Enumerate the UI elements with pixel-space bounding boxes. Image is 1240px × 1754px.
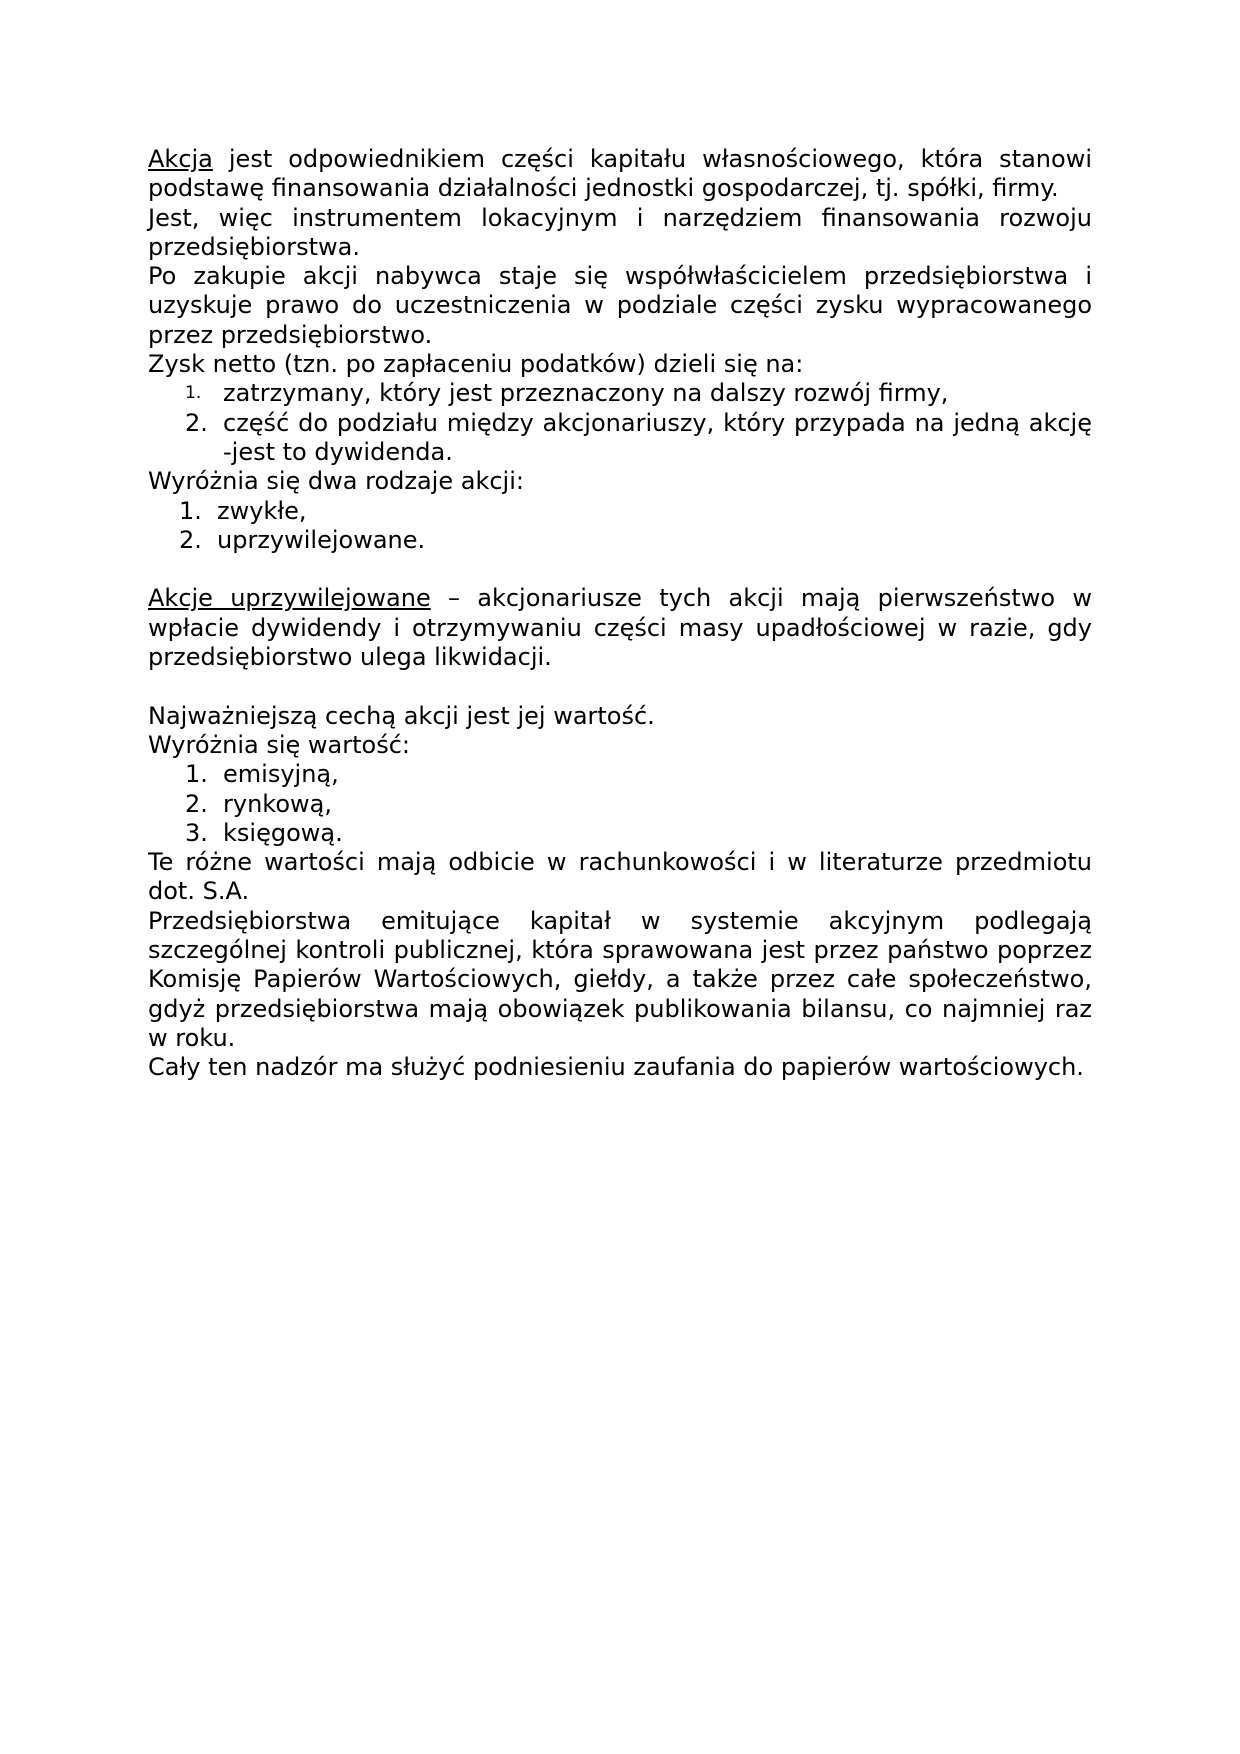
paragraph-text: – akcjonariusze tych akcji mają pierwszeństwo w wpłacie dywidendy i otrzymywaniu części masy upadłościowej w razie, gdy przedsiębiorstwo ulega likwidacji.	[148, 584, 1092, 672]
blank-line	[148, 672, 1092, 701]
list-item	[148, 760, 1092, 789]
paragraph-value: Najważniejszą cechą akcji jest jej wartość.	[148, 701, 655, 730]
list-text: uprzywilejowane.	[217, 525, 426, 554]
paragraph-text: jest odpowiednikiem części kapitału własnościowego, która stanowi podstawę finansowania działalności jednostki gospodarczej, tj. spółki, firmy.	[148, 145, 1092, 203]
list-number: 1.	[185, 383, 202, 404]
paragraph-public-control: Przedsiębiorstwa emitujące kapitał w systemie akcyjnym podlegają szczególnej kontroli publicznej, która sprawowana jest przez państwo poprzez Komisję Papierów Wartościowych, giełdy, a także przez całe społeczeństwo, gdyż przedsiębiorstwa mają obowiązek publikowania bilansu, co najmniej raz w roku.	[148, 906, 1092, 1052]
list-number: 1.	[185, 760, 208, 789]
paragraph-supervision: Cały ten nadzór ma służyć podniesieniu zaufania do papierów wartościowych.	[148, 1053, 1084, 1082]
list-number: 2.	[185, 408, 208, 437]
list-item	[148, 379, 1092, 408]
share-types-list	[148, 497, 1092, 556]
paragraph-accounting: Te różne wartości mają odbicie w rachunkowości i w literaturze przedmiotu dot. S.A.	[148, 848, 1092, 906]
list-item	[148, 819, 1092, 848]
list-item	[148, 497, 1092, 526]
list-text: księgową.	[223, 818, 343, 847]
paragraph-value-types: Wyróżnia się wartość:	[148, 730, 410, 759]
list-item	[148, 409, 1092, 468]
paragraph-net-profit: Zysk netto (tzn. po zapłaceniu podatków) dzieli się na:	[148, 350, 804, 379]
paragraph-instrument: Jest, więc instrumentem lokacyjnym i narzędziem finansowania rozwoju przedsiębiorstwa.	[148, 203, 1092, 261]
list-text: zwykłe,	[217, 496, 307, 525]
paragraph-akcja-definition	[148, 145, 1092, 204]
list-number: 3.	[185, 818, 208, 847]
value-types-list	[148, 760, 1092, 848]
list-number: 1.	[179, 496, 202, 525]
list-text: część do podziału między akcjonariuszy, który przypada na jedną akcję -jest to dywidenda.	[223, 408, 1092, 466]
document-body	[148, 145, 1092, 1083]
list-text: emisyjną,	[223, 760, 339, 789]
paragraph-purchase: Po zakupie akcji nabywca staje się współwłaścicielem przedsiębiorstwa i uzyskuje prawo do uczestniczenia w podziale części zysku wypracowanego przez przedsiębiorstwo.	[148, 262, 1092, 349]
list-number: 2.	[185, 789, 208, 818]
list-item	[148, 790, 1092, 819]
paragraph-share-types: Wyróżnia się dwa rodzaje akcji:	[148, 467, 524, 496]
list-item	[148, 526, 1092, 555]
blank-line	[148, 555, 1092, 584]
profit-split-list	[148, 379, 1092, 467]
list-text: rynkową,	[223, 789, 332, 818]
term-preferred-shares: Akcje uprzywilejowane	[148, 584, 431, 613]
list-number: 2.	[179, 525, 202, 554]
list-text: zatrzymany, który jest przeznaczony na dalszy rozwój firmy,	[223, 379, 949, 408]
paragraph-preferred-shares	[148, 584, 1092, 672]
term-akcja: Akcja	[148, 145, 213, 173]
